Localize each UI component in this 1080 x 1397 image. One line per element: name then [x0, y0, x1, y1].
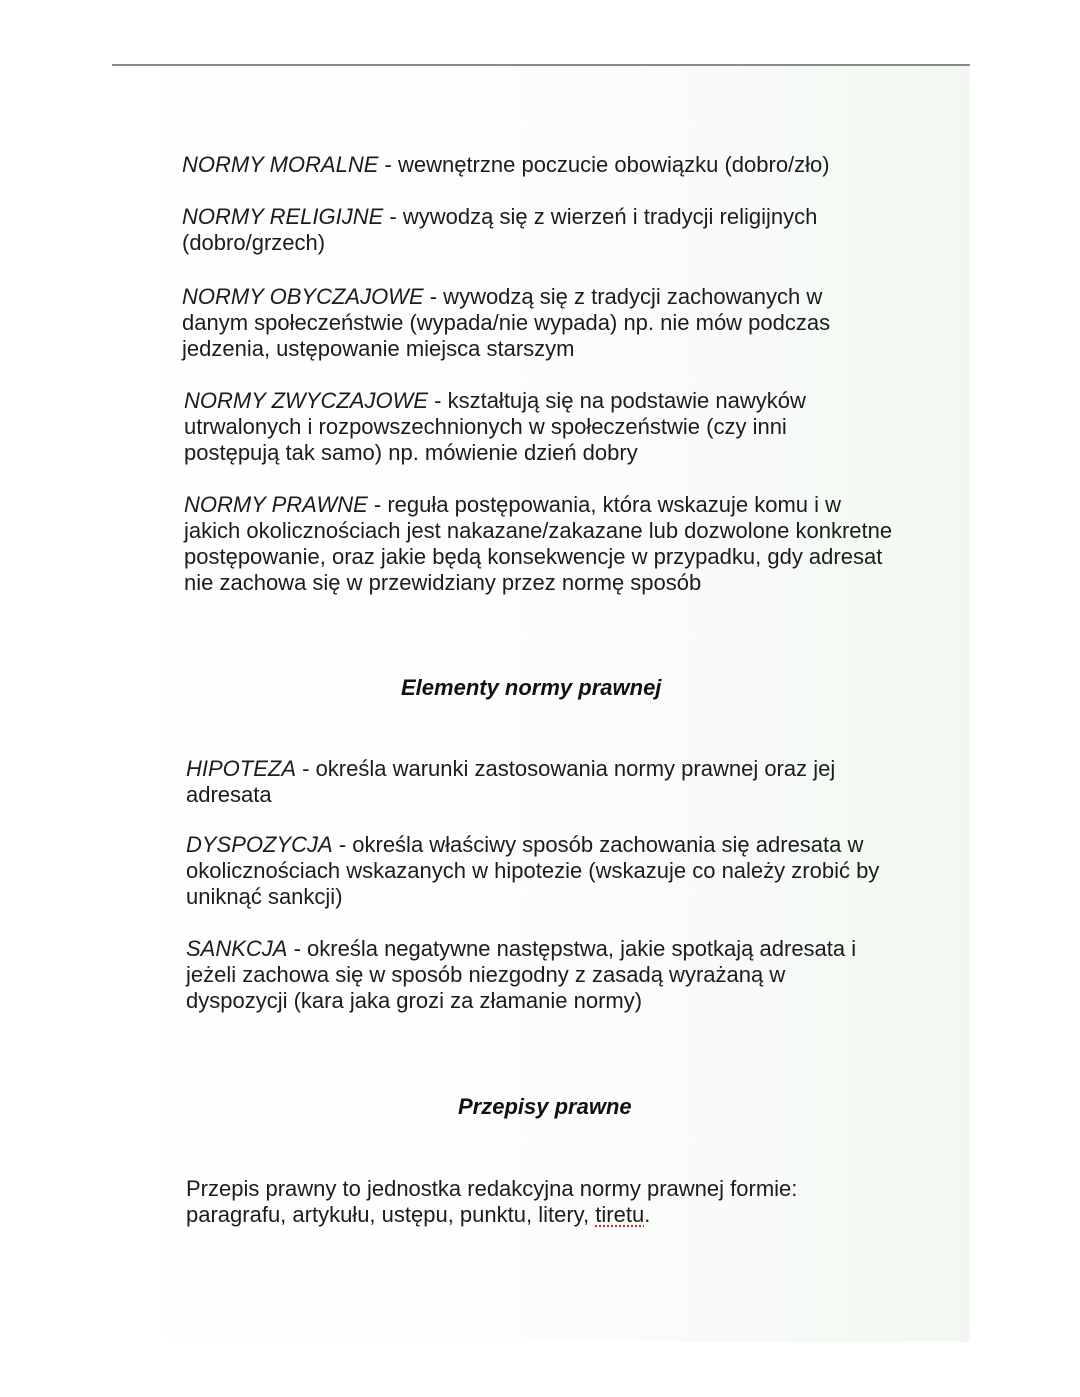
norm-customary-manners	[182, 284, 872, 362]
element-description: - określa negatywne następstwa, jakie spotkają adresata i jeżeli zachowa się w sposób niezgodny z zasadą wyrażaną w dyspozycji (kara jaka grozi za złamanie normy)	[186, 936, 857, 1013]
element-term: SANKCJA	[186, 936, 288, 961]
norm-religious	[182, 204, 852, 256]
norm-legal	[184, 492, 894, 596]
norm-term: NORMY OBYCZAJOWE	[182, 284, 424, 309]
norm-term: NORMY RELIGIJNE	[182, 204, 384, 229]
element-description: - określa właściwy sposób zachowania się adresata w okolicznościach wskazanych w hipotezie (wskazuje co należy zrobić by uniknąć sankcji)	[186, 832, 880, 909]
section-heading-regulations: Przepisy prawne	[458, 1094, 632, 1119]
regulation-definition	[186, 1176, 846, 1228]
misspelled-word: tiretu	[595, 1202, 645, 1227]
norm-term: NORMY MORALNE	[182, 152, 379, 177]
norm-description: - wywodzą się z tradycji zachowanych w danym społeczeństwie (wypada/nie wypada) np. nie mów podczas jedzenia, ustępowanie miejsca starszym	[182, 284, 831, 361]
element-description: - określa warunki zastosowania normy prawnej oraz jej adresata	[186, 756, 836, 807]
regulation-text: Przepis prawny to jednostka redakcyjna normy prawnej formie: paragrafu, artykułu, ustępu, punktu, litery,	[186, 1176, 798, 1227]
section-heading-elements: Elementy normy prawnej	[401, 675, 662, 700]
norm-term: NORMY PRAWNE	[184, 492, 368, 517]
norm-description: - kształtują się na podstawie nawyków utrwalonych i rozpowszechnionych w społeczeństwie (czy inni postępują tak samo) np. mówienie dzień dobry	[184, 388, 806, 465]
regulation-end: .	[644, 1202, 651, 1227]
element-sanction	[186, 936, 886, 1014]
norm-term: NORMY ZWYCZAJOWE	[184, 388, 429, 413]
norm-description: - wewnętrzne poczucie obowiązku (dobro/zło)	[378, 152, 830, 177]
norm-description: - wywodzą się z wierzeń i tradycji religijnych (dobro/grzech)	[182, 204, 818, 255]
element-term: HIPOTEZA	[186, 756, 297, 781]
element-term: DYSPOZYCJA	[186, 832, 333, 857]
norm-description: - reguła postępowania, która wskazuje komu i w jakich okolicznościach jest nakazane/zakazane lub dozwolone konkretne postępowanie, oraz jakie będą konsekwencje w przypadku, gdy adresat nie zachowa się w przewidziany przez normę sposób	[184, 492, 893, 595]
norm-moral	[182, 152, 882, 178]
norm-habitual	[184, 388, 844, 466]
element-disposition	[186, 832, 902, 910]
element-hypothesis	[186, 756, 856, 808]
